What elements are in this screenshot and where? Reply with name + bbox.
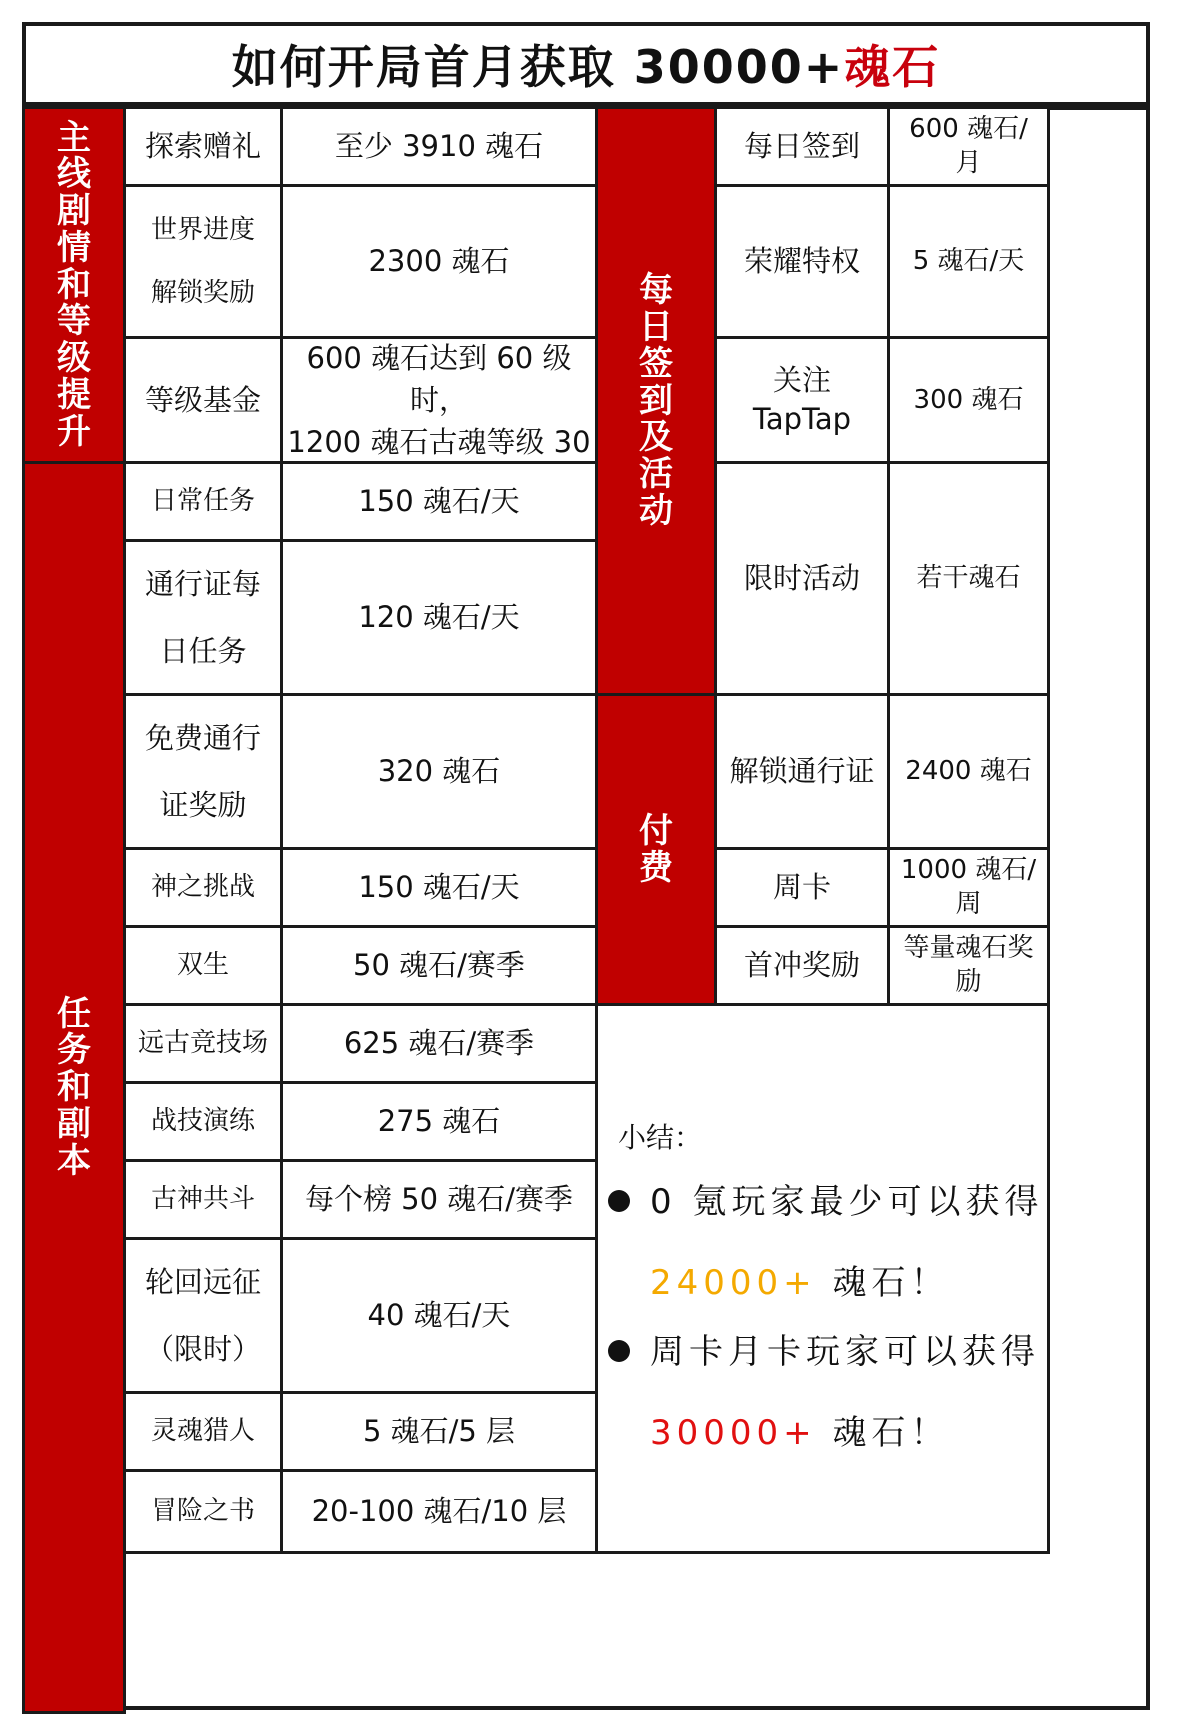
row-name-skill-drill: 战技演练 [123,1081,283,1162]
row-name-level-fund: 等级基金 [123,336,283,464]
row-name-line: 世界进度 [150,214,255,245]
page-title [22,22,1150,106]
section-char: 动 [639,490,673,531]
section-daily-events [595,106,717,696]
value-line: 600 魂石达到 60 级时， [306,340,572,417]
bullet-text: 周卡月卡玩家可以获得 [650,1332,1040,1372]
section-char: 到 [639,380,673,421]
row-value-level-fund [280,336,598,464]
row-name-limited-events: 限时活动 [714,461,890,696]
row-value-adventure-book: 20-100 魂石/10 层 [280,1469,598,1554]
summary-bullet-free [650,1174,1050,1304]
row-value-limited-events: 若干魂石 [887,461,1050,696]
row-name-god-challenge: 神之挑战 [123,847,283,928]
value-line: 1000 魂石/ [900,854,1037,885]
value-line: 600 魂石/ [909,113,1028,144]
section-char: 主 [57,117,91,158]
free-total: 24000+ [650,1263,817,1303]
section-char: 付 [639,810,673,851]
row-name-ancient-god-coop: 古神共斗 [123,1159,283,1240]
row-name-first-topup: 首冲奖励 [714,925,890,1006]
row-name-line: 通行证每 [144,567,261,602]
section-char: 等 [57,301,91,342]
summary-bullet-card [650,1324,1050,1454]
row-value-god-challenge: 150 魂石/天 [280,847,598,928]
value-line: 等量魂石奖 [903,932,1034,963]
section-char: 活 [639,454,673,495]
section-paid [595,693,717,1006]
row-name-line: 免费通行 [144,721,261,756]
row-name-samsara-expedition [123,1237,283,1394]
row-name-line: 日任务 [159,633,247,668]
bullet-dot-icon [608,1190,630,1212]
section-char: 日 [639,307,673,348]
free-total-unit: 魂石！ [816,1263,950,1303]
section-char: 提 [57,374,91,415]
section-char: 剧 [57,191,91,232]
section-char: 费 [639,847,673,888]
value-line: 励 [955,966,982,997]
row-value-first-topup [887,925,1050,1006]
row-value-samsara-expedition: 40 魂石/天 [280,1237,598,1394]
summary-heading: 小结： [618,1121,703,1154]
row-name-line: 关注 [772,362,831,397]
value-line: 周 [955,888,982,919]
row-value-ancient-arena: 625 魂石/赛季 [280,1003,598,1084]
section-char: 情 [57,227,91,268]
row-name-twin: 双生 [123,925,283,1006]
row-value-ancient-god-coop: 每个榜 50 魂石/赛季 [280,1159,598,1240]
row-name-line: （限时） [144,1331,261,1366]
title-accent: 魂石 [844,40,941,94]
section-char: 和 [57,1067,91,1108]
row-name-world-progress [123,184,283,339]
section-char: 级 [57,338,91,379]
row-name-weekly-card: 周卡 [714,847,890,928]
bullet-text: 0 氪玩家最少可以获得 [650,1182,1044,1222]
row-value-world-progress: 2300 魂石 [280,184,598,339]
section-char: 签 [639,343,673,384]
bullet-result [650,1255,1050,1304]
row-name-line: 轮回远征 [144,1265,261,1300]
row-name-free-pass [123,693,283,850]
card-total: 30000+ [650,1413,817,1453]
row-value-twin: 50 魂石/赛季 [280,925,598,1006]
row-name-soul-hunter: 灵魂猎人 [123,1391,283,1472]
row-value-free-pass: 320 魂石 [280,693,598,850]
row-value-pass-daily: 120 魂石/天 [280,539,598,696]
title-main: 如何开局首月获取 30000+ [231,40,845,94]
row-value-soul-hunter: 5 魂石/5 层 [280,1391,598,1472]
section-tasks [22,461,126,1714]
row-name-line: 证奖励 [159,787,247,822]
section-char: 线 [57,154,91,195]
row-value-weekly-card [887,847,1050,928]
row-value-glory-privilege: 5 魂石/天 [887,184,1050,339]
section-char: 升 [57,411,91,452]
row-name-glory-privilege: 荣耀特权 [714,184,890,339]
rewards-table [22,106,1150,1710]
section-char: 任 [57,993,91,1034]
row-value-follow-taptap: 300 魂石 [887,336,1050,464]
section-char: 务 [57,1030,91,1071]
section-main-story [22,106,126,464]
section-char: 和 [57,264,91,305]
bullet-dot-icon [608,1340,630,1362]
row-name-ancient-arena: 远古竞技场 [123,1003,283,1084]
bullet-result [650,1405,1050,1454]
row-value-skill-drill: 275 魂石 [280,1081,598,1162]
row-name-line: TapTap [752,402,852,436]
row-value-explore: 至少 3910 魂石 [280,106,598,187]
row-value-unlock-pass: 2400 魂石 [887,693,1050,850]
row-value-daily-checkin [887,106,1050,187]
summary-box [595,1003,1050,1554]
section-char: 本 [57,1140,91,1181]
row-name-adventure-book: 冒险之书 [123,1469,283,1554]
row-name-follow-taptap [714,336,890,464]
row-name-line: 解锁奖励 [150,277,255,308]
row-name-pass-daily [123,539,283,696]
row-value-daily-tasks: 150 魂石/天 [280,461,598,542]
card-total-unit: 魂石！ [816,1413,950,1453]
section-char: 副 [57,1103,91,1144]
section-char: 每 [639,270,673,311]
value-line: 月 [955,147,982,178]
row-name-explore: 探索赠礼 [123,106,283,187]
row-name-unlock-pass: 解锁通行证 [714,693,890,850]
section-char: 及 [639,417,673,458]
value-line: 1200 魂石古魂等级 30 [287,425,591,460]
row-name-daily-checkin: 每日签到 [714,106,890,187]
row-name-daily-tasks: 日常任务 [123,461,283,542]
